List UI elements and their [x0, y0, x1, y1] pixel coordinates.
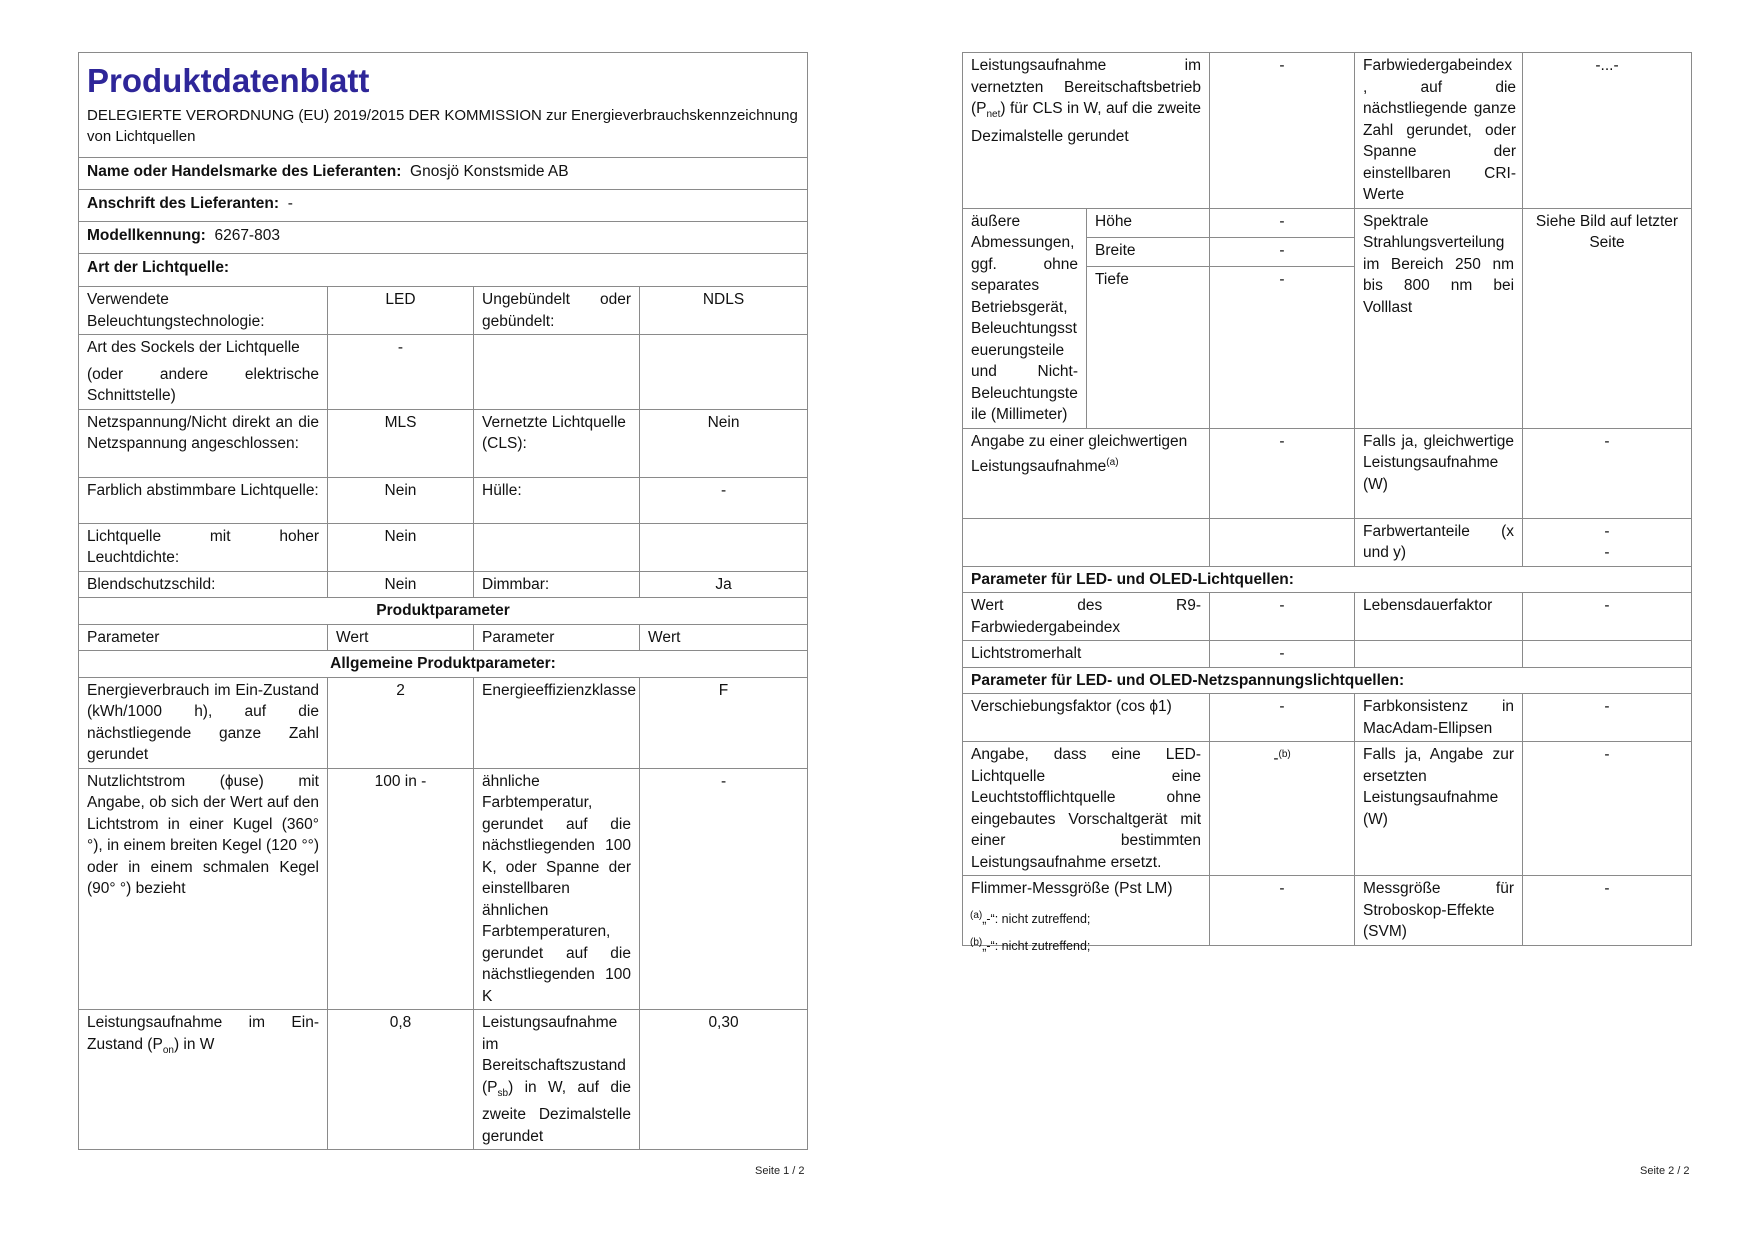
col-header-value-2: Wert: [640, 624, 808, 651]
socket-label-b: (oder andere elektrische Schnittstelle): [87, 365, 319, 404]
empty-cell: [1355, 641, 1523, 668]
psb-label-b: ) in W, auf die zweite Dezimalstelle gerundet: [482, 1078, 631, 1145]
regulation-subtitle: DELEGIERTE VERORDNUNG (EU) 2019/2015 DER KOMMISSION zur Energieverbrauchskennzeichnung von Lichtquellen: [87, 107, 798, 145]
cls-value: Nein: [640, 409, 808, 477]
bundled-value: NDLS: [640, 287, 808, 335]
macadam-value: -: [1523, 694, 1692, 742]
highlum-label: Lichtquelle mit hoher Leuchtdichte:: [79, 523, 328, 571]
cls-label: Vernetzte Lichtquelle (CLS):: [474, 409, 640, 477]
flux-value: 100 in -: [328, 768, 474, 1010]
address-row: [79, 190, 808, 222]
eff-class-label: Energieeffizienzklasse: [474, 677, 640, 768]
chroma-label: Farbwertanteile (x und y): [1355, 518, 1523, 566]
supplier-label: Name oder Handelsmarke des Lieferanten:: [87, 163, 402, 180]
envelope-label: Hülle:: [474, 477, 640, 523]
cct-label: ähnliche Farbtemperatur, gerundet auf die nächstliegenden 100 K, oder Spanne der einstellbaren ähnlichen Farbtemperaturen, gerundet auf die nächstliegenden 100 K: [474, 768, 640, 1010]
flux-label: Nutzlichtstrom (ϕuse) mit Angabe, ob sich der Wert auf den Lichtstrom in einer Kugel (360° °), in einem breiten Kegel (120 °°) oder in einem schmalen Kegel (90° °) bezieht: [79, 768, 328, 1010]
pnet-label: [963, 53, 1210, 209]
pon-label-b: ) in W: [173, 1035, 215, 1053]
footnote-b: [970, 931, 1090, 958]
svm-value: -: [1523, 876, 1692, 946]
model-row: [79, 222, 808, 254]
pon-label: [79, 1010, 328, 1150]
pnet-value: -: [1210, 53, 1355, 209]
r9-value: -: [1210, 593, 1355, 641]
tunable-value: Nein: [328, 477, 474, 523]
supplier-value: Gnosjö Konstsmide AB: [410, 163, 569, 180]
empty-cell: [640, 523, 808, 571]
replace-value: [1210, 742, 1355, 876]
empty-cell: [963, 518, 1210, 566]
empty-cell: [474, 335, 640, 410]
tech-label: Verwendete Beleuchtungstechnologie:: [79, 287, 328, 335]
product-params-heading: Produktparameter: [79, 598, 808, 625]
cct-value: -: [640, 768, 808, 1010]
light-type-label: Art der Lichtquelle:: [79, 254, 808, 287]
empty-cell: [640, 335, 808, 410]
displacement-label: Verschiebungsfaktor (cos ϕ1): [963, 694, 1210, 742]
empty-cell: [1210, 518, 1355, 566]
depth-label: Tiefe: [1087, 266, 1210, 428]
socket-label-a: Art des Sockels der Lichtquelle: [87, 339, 300, 356]
footnote-a-text: „-“: nicht zutreffend;: [982, 912, 1091, 927]
header-cell: [79, 53, 808, 158]
r9-label: Wert des R9-Farbwiedergabeindex: [963, 593, 1210, 641]
supplier-row: [79, 158, 808, 190]
survival-value: -: [1523, 593, 1692, 641]
cri-value: -...-: [1523, 53, 1692, 209]
pon-sub: on: [162, 1044, 174, 1056]
psb-label: [474, 1010, 640, 1150]
glare-label: Blendschutzschild:: [79, 571, 328, 598]
eff-class-value: F: [640, 677, 808, 768]
equiv-label: [963, 428, 1210, 518]
chroma-x: -: [1604, 522, 1610, 540]
empty-cell: [474, 523, 640, 571]
equiv-w-value: -: [1523, 428, 1692, 518]
psb-sub: sb: [497, 1087, 509, 1099]
replace-value-dash: -: [1273, 750, 1279, 768]
address-value: -: [287, 195, 293, 212]
width-label: Breite: [1087, 237, 1210, 266]
pnet-label-b: ) für CLS in W, auf die zweite Dezimalstelle gerundet: [971, 100, 1202, 145]
mains-value: MLS: [328, 409, 474, 477]
spectral-value: Siehe Bild auf letzter Seite: [1523, 208, 1692, 428]
cri-label: Farbwiedergabeindex, auf die nächstliegende ganze Zahl gerundet, oder Spanne der einstellbaren CRI-Werte: [1355, 53, 1523, 209]
pnet-label-a: Leistungsaufnahme im vernetzten Bereitschaftsbetrieb (P: [971, 57, 1202, 117]
dim-label: Dimmbar:: [474, 571, 640, 598]
socket-label: [79, 335, 328, 410]
replace-w-label: Falls ja, Angabe zur ersetzten Leistungsaufnahme (W): [1355, 742, 1523, 876]
svm-label: Messgröße für Stroboskop-Effekte (SVM): [1355, 876, 1523, 946]
page-footer-1: Seite 1 / 2: [755, 1165, 805, 1177]
col-header-param-2: Parameter: [474, 624, 640, 651]
equiv-label-a: Angabe zu einer gleichwertigen Leistungsaufnahme: [971, 432, 1188, 476]
page-footer-2: Seite 2 / 2: [1640, 1165, 1690, 1177]
width-value: -: [1210, 237, 1355, 266]
col-header-param: Parameter: [79, 624, 328, 651]
spectral-label: Spektrale Strahlungsverteilung im Bereich 250 nm bis 800 nm bei Volllast: [1355, 208, 1523, 428]
footnote-b-text: „-“: nicht zutreffend;: [982, 939, 1091, 954]
psb-label-a: Leistungsaufnahme im Bereitschaftszustand (P: [482, 1014, 626, 1096]
general-params-heading: Allgemeine Produktparameter:: [79, 651, 808, 678]
col-header-value: Wert: [328, 624, 474, 651]
equiv-value: -: [1210, 428, 1355, 518]
tech-value: LED: [328, 287, 474, 335]
displacement-value: -: [1210, 694, 1355, 742]
chroma-y: -: [1604, 544, 1610, 561]
chroma-values: [1523, 518, 1692, 566]
highlum-value: Nein: [328, 523, 474, 571]
glare-value: Nein: [328, 571, 474, 598]
replace-w-value: -: [1523, 742, 1692, 876]
socket-value: -: [328, 335, 474, 410]
page-2: [877, 0, 1754, 1240]
tunable-label: Farblich abstimmbare Lichtquelle:: [79, 477, 328, 523]
psb-value: 0,30: [640, 1010, 808, 1150]
energy-label: Energieverbrauch im Ein-Zustand (kWh/1000 h), auf die nächstliegende ganze Zahl gerundet: [79, 677, 328, 768]
empty-cell: [1523, 641, 1692, 668]
pon-value: 0,8: [328, 1010, 474, 1150]
envelope-value: -: [640, 477, 808, 523]
energy-value: 2: [328, 677, 474, 768]
replace-label: Angabe, dass eine LED-Lichtquelle eine Leuchtstofflichtquelle ohne eingebautes Vorschaltgerät mit einer bestimmten Leistungsaufnahme ersetzt.: [963, 742, 1210, 876]
pnet-sub: net: [986, 109, 1001, 121]
equiv-w-label: Falls ja, gleichwertige Leistungsaufnahme (W): [1355, 428, 1523, 518]
footnote-b-mark: (b): [970, 937, 983, 949]
height-label: Höhe: [1087, 208, 1210, 237]
dims-label: äußere Abmessungen, ggf. ohne separates Betriebsgerät, Beleuchtungssteuerungsteile und Nicht-Beleuchtungsteile (Millimeter): [963, 208, 1087, 428]
dim-value: Ja: [640, 571, 808, 598]
datasheet-table-page1: [78, 52, 808, 1150]
lumen-maint-label: Lichtstromerhalt: [963, 641, 1210, 668]
replace-sup: (b): [1278, 749, 1291, 760]
equiv-sup: (a): [1106, 457, 1119, 468]
pon-label-a: Leistungsaufnahme im Ein-Zustand (P: [87, 1014, 319, 1053]
mains-label: Netzspannung/Nicht direkt an die Netzspannung angeschlossen:: [79, 409, 328, 477]
lumen-maint-value: -: [1210, 641, 1355, 668]
depth-value: -: [1210, 266, 1355, 428]
flicker-label: Flimmer-Messgröße (Pst LM): [963, 876, 1210, 946]
model-label: Modellkennung:: [87, 227, 206, 244]
footnote-a: [970, 904, 1090, 931]
macadam-label: Farbkonsistenz in MacAdam-Ellipsen: [1355, 694, 1523, 742]
height-value: -: [1210, 208, 1355, 237]
led-params-heading: Parameter für LED- und OLED-Lichtquellen:: [963, 566, 1692, 593]
model-value: 6267-803: [214, 227, 280, 244]
footnote-a-mark: (a): [970, 910, 983, 921]
footnotes: [970, 904, 1090, 958]
flicker-value: -: [1210, 876, 1355, 946]
address-label: Anschrift des Lieferanten:: [87, 195, 280, 212]
page-title: Produktdatenblatt: [87, 62, 370, 99]
bundled-label: Ungebündelt oder gebündelt:: [474, 287, 640, 335]
mains-params-heading: Parameter für LED- und OLED-Netzspannungslichtquellen:: [963, 667, 1692, 694]
survival-label: Lebensdauerfaktor: [1355, 593, 1523, 641]
